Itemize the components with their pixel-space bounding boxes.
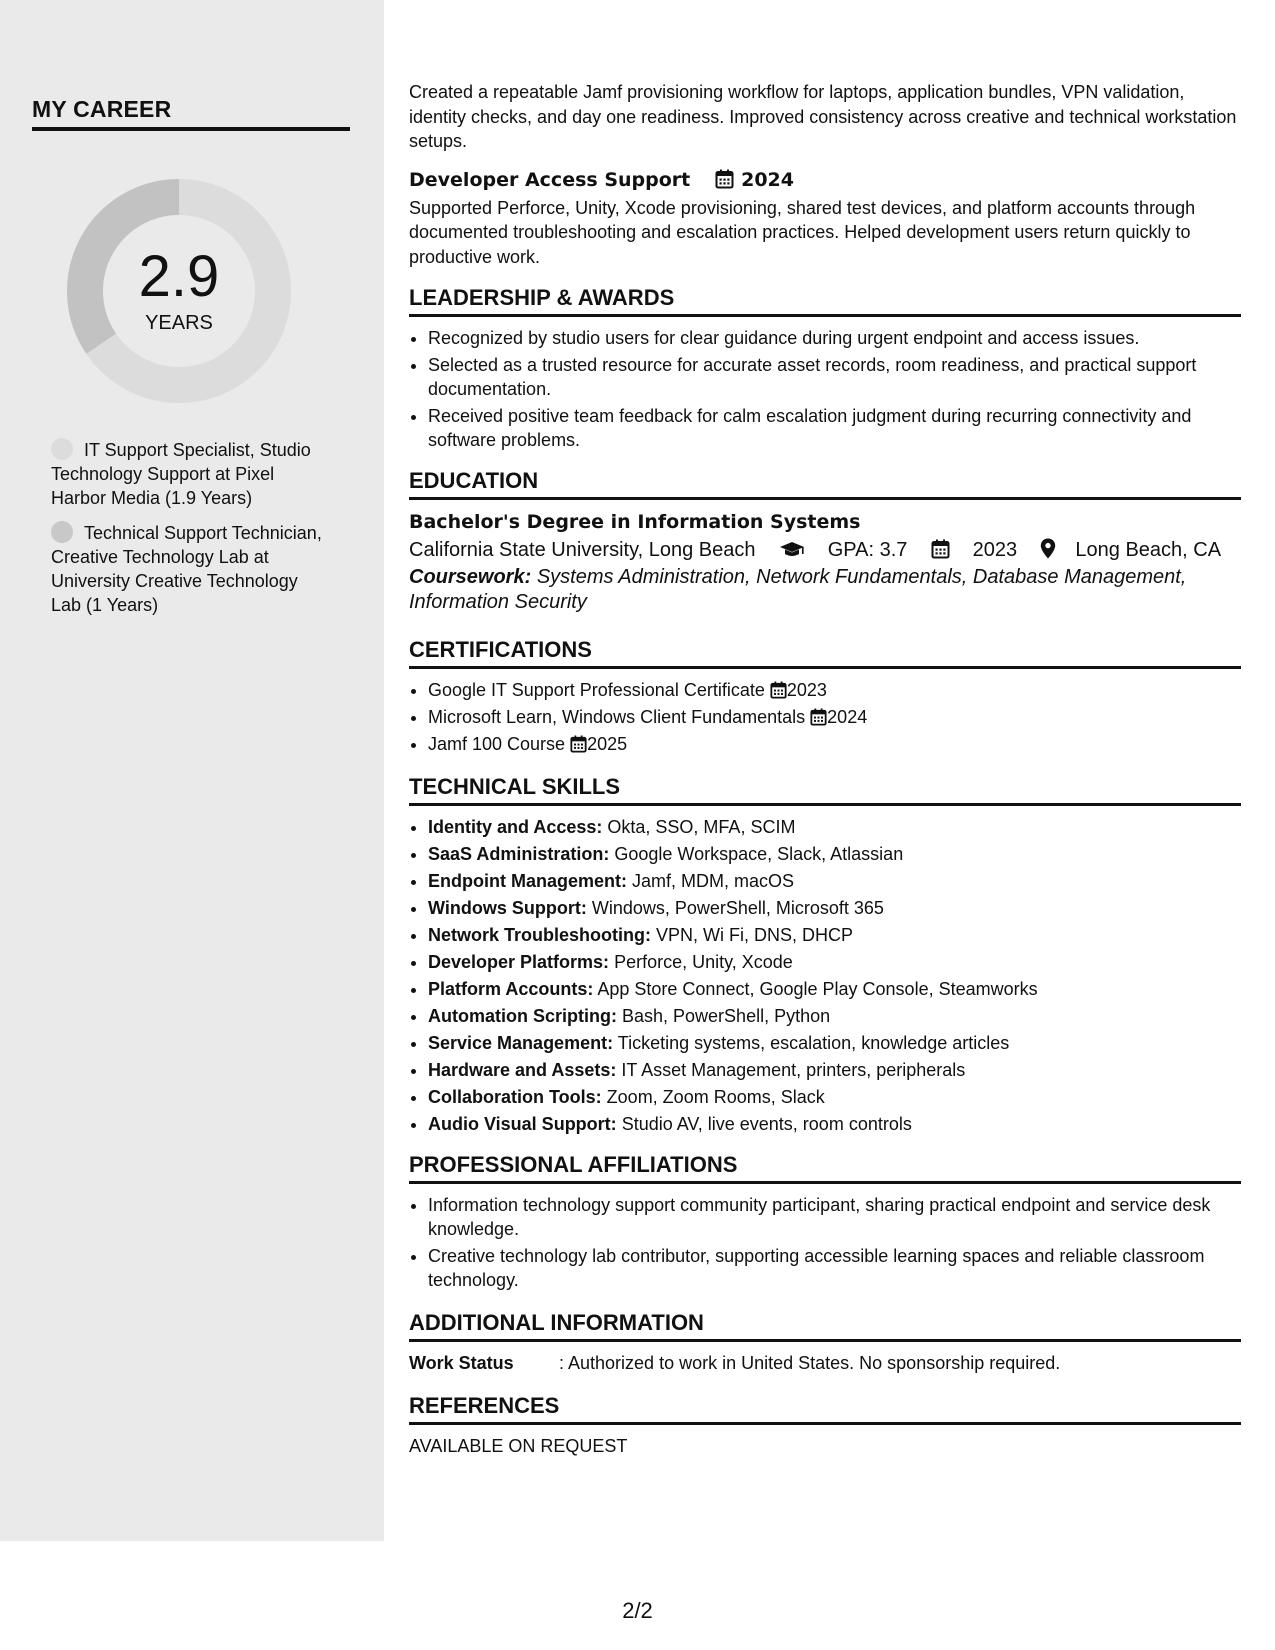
education-details [409, 535, 1241, 565]
leadership-list [409, 326, 1241, 452]
skill-label: SaaS Administration: [428, 844, 610, 864]
career-item [51, 438, 331, 510]
skill-value: Okta, SSO, MFA, SCIM [607, 817, 796, 837]
list-item: • Recognized by studio users for clear guidance during urgent endpoint and access issues. [428, 326, 1241, 350]
certification-item [428, 705, 1241, 729]
list-item: • Received positive team feedback for calm escalation judgment during recurring connectivity and software problems. [428, 404, 1241, 452]
project-title-row [409, 168, 1241, 192]
career-legend-dot [51, 521, 73, 543]
skills-list [409, 815, 1241, 1136]
skill-item [428, 1058, 1241, 1082]
education-year: 2023 [972, 539, 1018, 561]
total-years-value: 2.9 [138, 244, 220, 309]
calendar-icon [770, 681, 787, 699]
career-legend-dot [51, 438, 73, 460]
leadership-heading: LEADERSHIP & AWARDS [409, 285, 1241, 317]
skill-value: Studio AV, live events, room controls [621, 1114, 912, 1134]
skill-item [428, 977, 1241, 1001]
skill-item [428, 950, 1241, 974]
certification-name: Microsoft Learn, Windows Client Fundamentals [428, 707, 806, 727]
certification-year: 2025 [587, 734, 628, 754]
graduation-cap-icon [779, 541, 805, 559]
skill-item [428, 1004, 1241, 1028]
affiliations-list [409, 1193, 1241, 1292]
skill-item [428, 869, 1241, 893]
skill-item [428, 815, 1241, 839]
calendar-icon [931, 539, 950, 559]
affiliations-heading: PROFESSIONAL AFFILIATIONS [409, 1152, 1241, 1184]
work-status-row [409, 1351, 1241, 1375]
list-item: • Selected as a trusted resource for accurate asset records, room readiness, and practical support documentation. [428, 353, 1241, 401]
skill-value: Perforce, Unity, Xcode [614, 952, 793, 972]
skill-label: Endpoint Management: [428, 871, 627, 891]
skill-value: App Store Connect, Google Play Console, Steamworks [597, 979, 1038, 999]
location-pin-icon [1040, 538, 1056, 559]
certification-item [428, 678, 1241, 702]
references-heading: REFERENCES [409, 1393, 1241, 1425]
skill-value: Jamf, MDM, macOS [632, 871, 795, 891]
career-heading: MY CAREER [32, 96, 350, 131]
skill-label: Identity and Access: [428, 817, 603, 837]
certification-year: 2023 [786, 680, 827, 700]
calendar-icon [810, 708, 827, 726]
work-status-label: Work Status [409, 1353, 514, 1373]
education-school: California State University, Long Beach [409, 539, 756, 561]
skill-label: Developer Platforms: [428, 952, 610, 972]
education-gpa: GPA: 3.7 [827, 539, 908, 561]
skill-label: Automation Scripting: [428, 1006, 617, 1026]
coursework-label: Coursework: [409, 566, 532, 588]
career-item [51, 521, 331, 617]
certifications-heading: CERTIFICATIONS [409, 637, 1241, 669]
skill-label: Audio Visual Support: [428, 1114, 617, 1134]
certifications-list [409, 678, 1241, 756]
career-years-donut [66, 178, 292, 404]
skill-value: Zoom, Zoom Rooms, Slack [606, 1087, 825, 1107]
additional-info-heading: ADDITIONAL INFORMATION [409, 1310, 1241, 1342]
certification-year: 2024 [827, 707, 868, 727]
calendar-icon [715, 169, 734, 189]
certification-item [428, 732, 1241, 756]
page-number: 2/2 [622, 1598, 653, 1623]
education-degree: Bachelor's Degree in Information Systems [409, 511, 861, 533]
skill-label: Service Management: [428, 1033, 614, 1053]
references-text: AVAILABLE ON REQUEST [409, 1436, 628, 1456]
skill-label: Platform Accounts: [428, 979, 594, 999]
skill-item [428, 923, 1241, 947]
calendar-icon [570, 735, 587, 753]
skill-item [428, 842, 1241, 866]
skill-value: Bash, PowerShell, Python [622, 1006, 831, 1026]
skill-label: Network Troubleshooting: [428, 925, 651, 945]
skill-value: VPN, Wi Fi, DNS, DHCP [656, 925, 854, 945]
intro-paragraph: Created a repeatable Jamf provisioning workflow for laptops, application bundles, VPN validation, identity checks, and day one readiness. Improved consistency across creative and technical workstation setups. [409, 82, 1237, 151]
skill-label: Hardware and Assets: [428, 1060, 617, 1080]
skill-item [428, 896, 1241, 920]
skills-heading: TECHNICAL SKILLS [409, 774, 1241, 806]
career-item-text: IT Support Specialist, Studio Technology Support at Pixel Harbor Media (1.9 Years) [51, 440, 311, 508]
career-sidebar [0, 0, 384, 1541]
project-year: 2024 [741, 168, 794, 191]
skill-value: IT Asset Management, printers, peripherals [621, 1060, 966, 1080]
work-status-value: : Authorized to work in United States. No sponsorship required. [559, 1353, 1061, 1373]
skill-value: Ticketing systems, escalation, knowledge articles [617, 1033, 1010, 1053]
certification-name: Google IT Support Professional Certificate [428, 680, 765, 700]
skill-value: Google Workspace, Slack, Atlassian [614, 844, 904, 864]
certification-name: Jamf 100 Course [428, 734, 566, 754]
total-years-unit: YEARS [145, 312, 213, 334]
skill-label: Windows Support: [428, 898, 587, 918]
project-title: Developer Access Support [409, 168, 691, 191]
main-column [409, 80, 1241, 1458]
skill-item [428, 1031, 1241, 1055]
project-description: Supported Perforce, Unity, Xcode provisioning, shared test devices, and platform accounts through documented troubleshooting and escalation practices. Helped development users return quickly to productive work. [409, 197, 1196, 267]
skill-value: Windows, PowerShell, Microsoft 365 [591, 898, 884, 918]
skill-item [428, 1112, 1241, 1136]
list-item: • Creative technology lab contributor, supporting accessible learning spaces and reliable classroom technology. [428, 1244, 1241, 1292]
education-heading: EDUCATION [409, 468, 1241, 500]
education-coursework [409, 565, 1241, 615]
skill-item [428, 1085, 1241, 1109]
education-location: Long Beach, CA [1075, 539, 1222, 561]
career-list [51, 438, 331, 628]
career-item-text: Technical Support Technician, Creative Technology Lab at University Creative Technology Lab (1 Years) [51, 523, 322, 615]
coursework-list: Systems Administration, Network Fundamentals, Database Management, Information Security [409, 566, 1187, 613]
list-item: • Information technology support community participant, sharing practical endpoint and service desk knowledge. [428, 1193, 1241, 1241]
skill-label: Collaboration Tools: [428, 1087, 602, 1107]
